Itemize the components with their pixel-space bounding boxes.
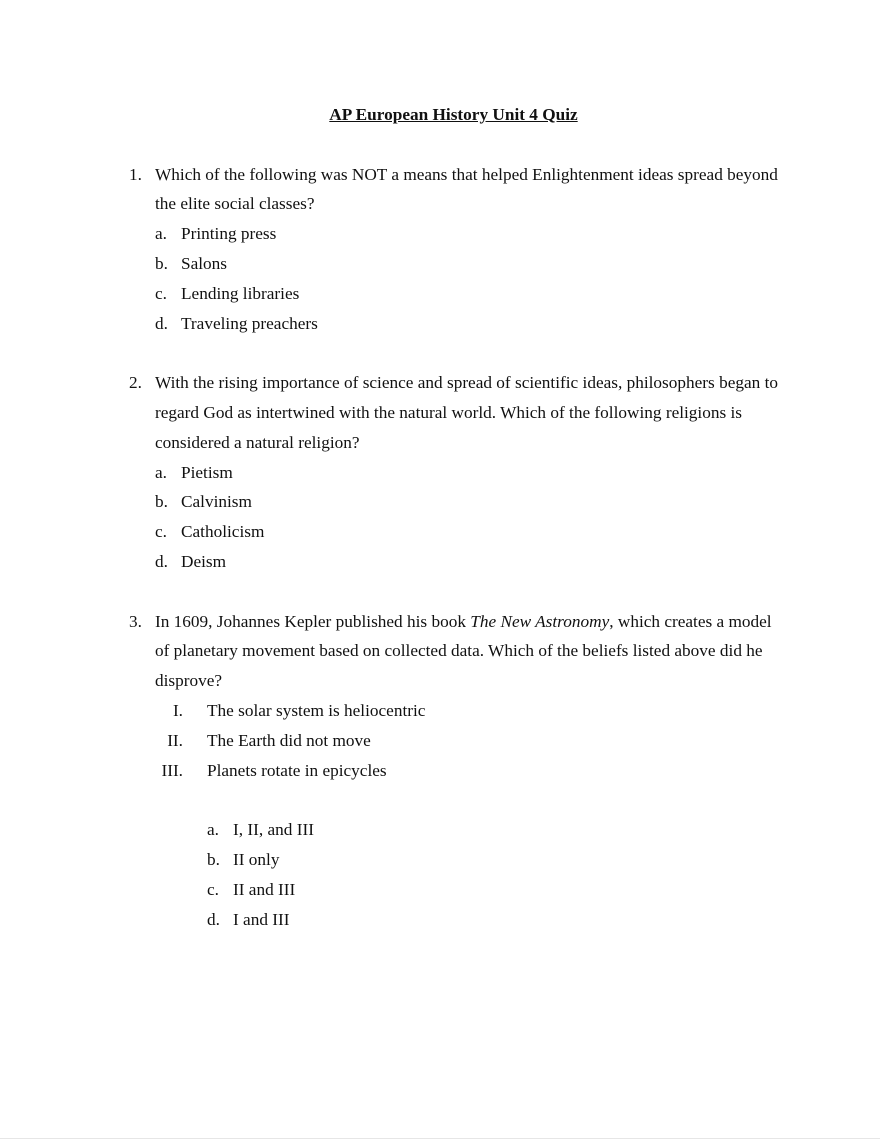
option-text: I, II, and III xyxy=(233,820,314,840)
question-number: 2. xyxy=(129,373,142,393)
option-letter: b. xyxy=(155,253,168,273)
option-letter: c. xyxy=(207,879,219,899)
question-number: 1. xyxy=(129,164,142,184)
option-letter: b. xyxy=(207,849,220,869)
question-text: regard God as intertwined with the natural world. Which of the following religions is xyxy=(155,402,743,422)
option-a xyxy=(0,458,880,488)
option-text: Traveling preachers xyxy=(181,313,318,333)
statement-text: The Earth did not move xyxy=(207,730,371,750)
option-letter: b. xyxy=(155,492,168,512)
statement-ii xyxy=(0,726,880,756)
question-text: disprove? xyxy=(155,671,223,691)
option-text: Calvinism xyxy=(181,492,252,512)
option-text: Catholicism xyxy=(181,522,265,542)
option-text: I and III xyxy=(233,909,290,929)
option-text: II and III xyxy=(233,879,296,899)
option-d xyxy=(0,905,880,935)
option-c xyxy=(0,875,880,905)
option-text: II only xyxy=(233,849,280,869)
option-b xyxy=(0,845,880,875)
option-d xyxy=(0,309,880,339)
option-b xyxy=(0,487,880,517)
text-segment: , which creates a model xyxy=(609,611,772,631)
option-c xyxy=(0,279,880,309)
question-text: Which of the following was NOT a means that helped Enlightenment ideas spread beyond xyxy=(155,164,778,184)
roman-numeral: III. xyxy=(161,760,183,780)
option-letter: d. xyxy=(155,313,168,333)
option-letter: a. xyxy=(155,462,167,482)
question-text: the elite social classes? xyxy=(155,194,315,214)
option-letter: d. xyxy=(207,909,220,929)
option-letter: a. xyxy=(207,820,219,840)
option-letter: d. xyxy=(155,551,168,571)
option-letter: a. xyxy=(155,224,167,244)
question-1 xyxy=(0,160,880,339)
option-letter: c. xyxy=(155,522,167,542)
roman-numeral: I. xyxy=(172,700,183,720)
option-text: Lending libraries xyxy=(181,283,300,303)
statement-iii xyxy=(0,756,880,786)
question-text: considered a natural religion? xyxy=(155,432,360,452)
statement-text: The solar system is heliocentric xyxy=(207,700,426,720)
option-text: Pietism xyxy=(181,462,233,482)
option-text: Salons xyxy=(181,253,228,273)
text-segment: In 1609, Johannes Kepler published his book xyxy=(155,611,471,631)
option-b xyxy=(0,249,880,279)
option-d xyxy=(0,547,880,577)
question-3 xyxy=(0,607,880,935)
option-a xyxy=(0,815,880,845)
option-letter: c. xyxy=(155,283,167,303)
question-2 xyxy=(0,368,880,577)
option-c xyxy=(0,517,880,547)
option-text: Deism xyxy=(181,551,227,571)
statement-i xyxy=(0,696,880,726)
question-text: of planetary movement based on collected data. Which of the beliefs listed above did he xyxy=(155,641,763,661)
statement-text: Planets rotate in epicycles xyxy=(207,760,387,780)
question-text xyxy=(155,607,772,637)
question-text: With the rising importance of science and spread of scientific ideas, philosophers began to xyxy=(155,373,778,393)
book-title: The New Astronomy xyxy=(470,611,610,631)
roman-numeral: II. xyxy=(167,730,183,750)
option-text: Printing press xyxy=(181,224,277,244)
question-number: 3. xyxy=(129,611,142,631)
option-a xyxy=(0,219,880,249)
document-page xyxy=(0,100,880,934)
quiz-title: AP European History Unit 4 Quiz xyxy=(329,105,578,124)
